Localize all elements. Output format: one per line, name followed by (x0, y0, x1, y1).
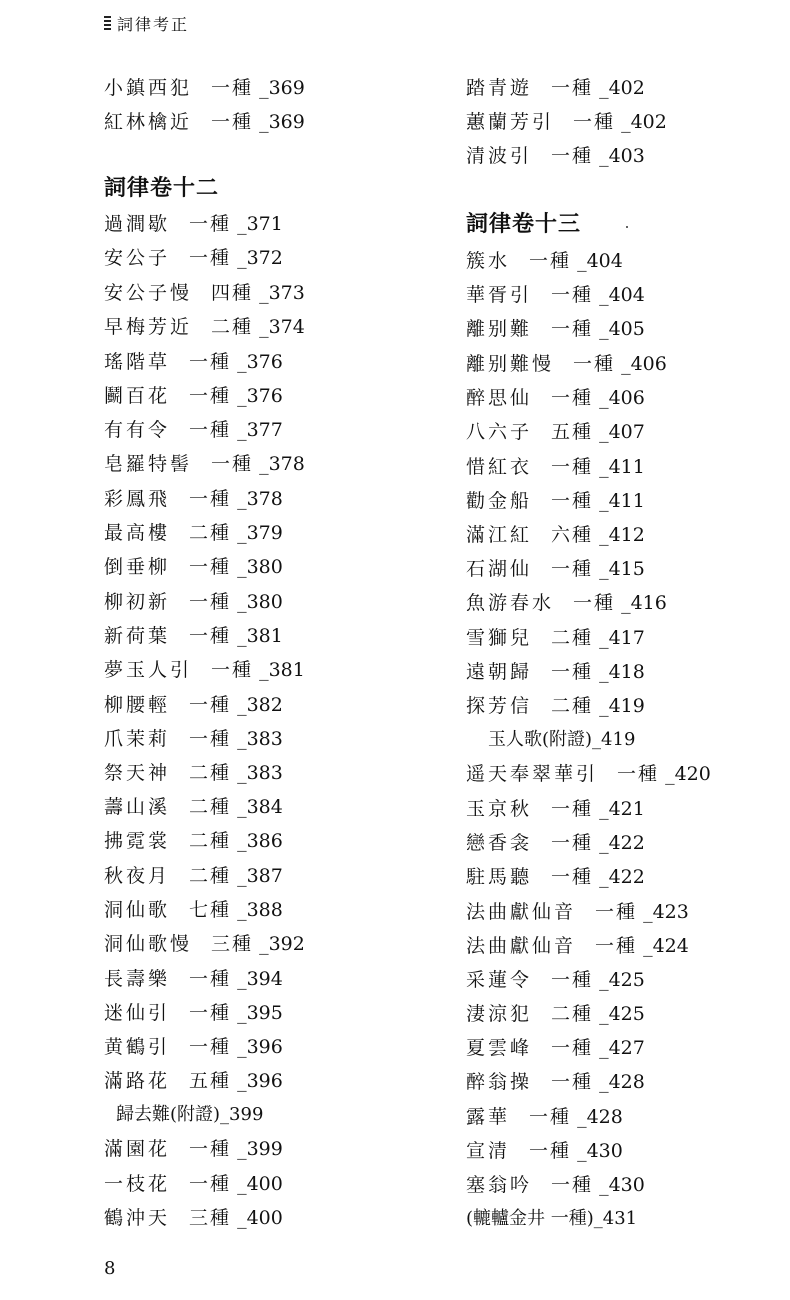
entry-page-number: _400 (237, 1173, 283, 1195)
entry-title: 安公子 (104, 247, 171, 269)
entry-title: 魚游春水 (466, 592, 555, 614)
entry-variant-count: 二種 (189, 830, 232, 852)
entry-variant-count: 一種 (529, 250, 572, 272)
toc-entry (466, 283, 645, 307)
toc-entry (104, 761, 283, 785)
entry-title: 蕙蘭芳引 (466, 111, 555, 133)
entry-page-number: _416 (621, 592, 667, 614)
entry-title: 一枝花 (104, 1173, 171, 1195)
entry-variant-count: 一種 (211, 453, 254, 475)
entry-page-number: _395 (237, 1002, 283, 1024)
toc-entry (104, 281, 305, 305)
entry-title: 薵山溪 (104, 796, 171, 818)
entry-title: 最高樓 (104, 522, 171, 544)
toc-entry (104, 1137, 283, 1161)
entry-page-number: _402 (599, 77, 645, 99)
toc-entry (104, 1069, 283, 1093)
toc-entry (466, 557, 645, 581)
entry-title: 迷仙引 (104, 1002, 171, 1024)
entry-title: 戀香衾 (466, 832, 533, 854)
entry-page-number: _380 (237, 591, 283, 613)
toc-entry (466, 660, 645, 684)
entry-page-number: _369 (259, 111, 305, 133)
entry-variant-count: 二種 (551, 627, 594, 649)
toc-entry (104, 658, 305, 682)
toc-entry (466, 249, 623, 273)
toc-entry (104, 829, 283, 853)
entry-variant-count: 一種 (189, 556, 232, 578)
toc-entry (466, 797, 645, 821)
entry-page-number: _404 (599, 284, 645, 306)
entry-page-number: _373 (259, 282, 305, 304)
entry-title: 鶴沖天 (104, 1207, 171, 1229)
entry-title: 淒涼犯 (466, 1003, 533, 1025)
entry-variant-count: 三種 (189, 1207, 232, 1229)
toc-entry (466, 110, 667, 134)
entry-page-number: _420 (665, 763, 711, 785)
entry-title: 倒垂柳 (104, 556, 171, 578)
toc-note-entry: 歸去難(附證)_399 (116, 1104, 264, 1125)
entry-title: 過澗歇 (104, 213, 171, 235)
entry-variant-count: 一種 (617, 763, 660, 785)
toc-entry (104, 555, 283, 579)
entry-title: 彩鳳飛 (104, 488, 171, 510)
entry-title: 皂羅特髻 (104, 453, 193, 475)
toc-entry (104, 212, 283, 236)
entry-variant-count: 七種 (189, 899, 232, 921)
entry-page-number: _403 (599, 145, 645, 167)
entry-page-number: _376 (237, 385, 283, 407)
entry-variant-count: 一種 (551, 145, 594, 167)
entry-page-number: _376 (237, 351, 283, 373)
entry-title: 夢玉人引 (104, 659, 193, 681)
entry-title: 醉思仙 (466, 387, 533, 409)
entry-variant-count: 二種 (189, 865, 232, 887)
toc-entry (466, 626, 645, 650)
entry-title: 玉京秋 (466, 798, 533, 820)
entry-title: 柳初新 (104, 591, 171, 613)
entry-title: 華胥引 (466, 284, 533, 306)
entry-title: 法曲獻仙音 (466, 935, 577, 957)
entry-page-number: _404 (577, 250, 623, 272)
entry-page-number: _378 (259, 453, 305, 475)
entry-page-number: _418 (599, 661, 645, 683)
entry-title: 滿江紅 (466, 524, 533, 546)
entry-title: 夏雲峰 (466, 1037, 533, 1059)
left-column (104, 0, 444, 1240)
entry-page-number: _399 (237, 1138, 283, 1160)
entry-title: 遥天奉翠華引 (466, 763, 599, 785)
entry-title: 離别難慢 (466, 353, 555, 375)
toc-entry (466, 1105, 623, 1129)
entry-page-number: _382 (237, 694, 283, 716)
entry-variant-count: 一種 (551, 969, 594, 991)
toc-entry (104, 967, 283, 991)
entry-variant-count: 一種 (189, 1173, 232, 1195)
entry-variant-count: 一種 (189, 1036, 232, 1058)
entry-title: 清波引 (466, 145, 533, 167)
entry-page-number: _394 (237, 968, 283, 990)
entry-page-number: _406 (599, 387, 645, 409)
toc-entry (104, 1035, 283, 1059)
entry-variant-count: 三種 (211, 933, 254, 955)
toc-entry (104, 727, 283, 751)
entry-variant-count: 二種 (551, 695, 594, 717)
toc-entry (104, 452, 305, 476)
entry-variant-count: 二種 (189, 762, 232, 784)
toc-entry (466, 831, 645, 855)
entry-title: 石湖仙 (466, 558, 533, 580)
entry-variant-count: 二種 (189, 522, 232, 544)
entry-page-number: _379 (237, 522, 283, 544)
toc-entry (104, 693, 283, 717)
toc-entry (104, 932, 305, 956)
entry-page-number: _386 (237, 830, 283, 852)
toc-entry (466, 489, 645, 513)
entry-page-number: _381 (259, 659, 305, 681)
entry-page-number: _396 (237, 1036, 283, 1058)
entry-page-number: _428 (577, 1106, 623, 1128)
entry-variant-count: 一種 (189, 1002, 232, 1024)
entry-page-number: _422 (599, 832, 645, 854)
entry-title: 新荷葉 (104, 625, 171, 647)
entry-page-number: _388 (237, 899, 283, 921)
entry-variant-count: 一種 (211, 659, 254, 681)
entry-title: 瑤階草 (104, 351, 171, 373)
entry-variant-count: 一種 (189, 625, 232, 647)
entry-page-number: _396 (237, 1070, 283, 1092)
entry-variant-count: 一種 (211, 77, 254, 99)
entry-title: 八六子 (466, 421, 533, 443)
entry-page-number: _419 (599, 695, 645, 717)
entry-variant-count: 五種 (189, 1070, 232, 1092)
entry-variant-count: 一種 (551, 558, 594, 580)
entry-variant-count: 一種 (189, 247, 232, 269)
entry-variant-count: 一種 (551, 866, 594, 888)
entry-page-number: _422 (599, 866, 645, 888)
entry-variant-count: 一種 (529, 1140, 572, 1162)
entry-variant-count: 一種 (573, 353, 616, 375)
toc-entry (466, 144, 645, 168)
toc-entry (466, 76, 645, 100)
entry-title: 秋夜月 (104, 865, 171, 887)
entry-title: 小鎮西犯 (104, 77, 193, 99)
toc-entry (466, 1002, 645, 1026)
entry-page-number: _381 (237, 625, 283, 647)
entry-title: 駐馬聽 (466, 866, 533, 888)
entry-variant-count: 一種 (551, 456, 594, 478)
entry-variant-count: 一種 (189, 728, 232, 750)
toc-entry (104, 487, 283, 511)
entry-title: 鬬百花 (104, 385, 171, 407)
toc-entry (104, 1001, 283, 1025)
entry-page-number: _384 (237, 796, 283, 818)
entry-page-number: _430 (577, 1140, 623, 1162)
entry-page-number: _430 (599, 1174, 645, 1196)
entry-variant-count: 一種 (551, 490, 594, 512)
entry-page-number: _407 (599, 421, 645, 443)
entry-variant-count: 一種 (189, 488, 232, 510)
stray-dot-mark (626, 226, 628, 228)
entry-variant-count: 二種 (551, 1003, 594, 1025)
entry-page-number: _427 (599, 1037, 645, 1059)
toc-entry (104, 384, 283, 408)
entry-title: 柳腰輕 (104, 694, 171, 716)
toc-entry (466, 352, 667, 376)
entry-title: 簇水 (466, 250, 511, 272)
entry-variant-count: 一種 (189, 419, 232, 441)
entry-title: 拂霓裳 (104, 830, 171, 852)
toc-entry (466, 591, 667, 615)
entry-title: 安公子慢 (104, 282, 193, 304)
entry-title: 遠朝歸 (466, 661, 533, 683)
entry-variant-count: 一種 (551, 1071, 594, 1093)
entry-title: 塞翁吟 (466, 1174, 533, 1196)
toc-entry (466, 386, 645, 410)
volume-heading: 詞律卷十三 (466, 211, 582, 237)
entry-title: 離别難 (466, 318, 533, 340)
toc-entry (466, 968, 645, 992)
entry-variant-count: 一種 (211, 111, 254, 133)
toc-entry (104, 1206, 283, 1230)
entry-page-number: _402 (621, 111, 667, 133)
entry-variant-count: 一種 (189, 213, 232, 235)
entry-page-number: _406 (621, 353, 667, 375)
entry-variant-count: 二種 (211, 316, 254, 338)
toc-entry (104, 864, 283, 888)
entry-page-number: _371 (237, 213, 283, 235)
entry-variant-count: 一種 (595, 935, 638, 957)
entry-page-number: _423 (643, 901, 689, 923)
entry-title: 洞仙歌 (104, 899, 171, 921)
entry-page-number: _378 (237, 488, 283, 510)
entry-variant-count: 五種 (551, 421, 594, 443)
entry-title: 滿園花 (104, 1138, 171, 1160)
entry-page-number: _372 (237, 247, 283, 269)
toc-entry (466, 865, 645, 889)
toc-entry (466, 455, 645, 479)
entry-page-number: _417 (599, 627, 645, 649)
entry-title: 踏青遊 (466, 77, 533, 99)
toc-note-entry: (轆轤金井 一種)_431 (466, 1208, 638, 1229)
toc-entry (104, 898, 283, 922)
toc-entry (104, 246, 283, 270)
entry-page-number: _387 (237, 865, 283, 887)
running-header-title: 詞律考正 (117, 15, 190, 34)
toc-entry (466, 900, 689, 924)
entry-title: 法曲獻仙音 (466, 901, 577, 923)
entry-title: 露華 (466, 1106, 511, 1128)
toc-entry (104, 315, 305, 339)
entry-variant-count: 一種 (551, 1174, 594, 1196)
volume-heading: 詞律卷十二 (104, 175, 220, 201)
entry-page-number: _369 (259, 77, 305, 99)
entry-variant-count: 一種 (573, 111, 616, 133)
entry-page-number: _424 (643, 935, 689, 957)
entry-title: 惜紅衣 (466, 456, 533, 478)
entry-page-number: _411 (599, 456, 645, 478)
entry-title: 探芳信 (466, 695, 533, 717)
entry-page-number: _428 (599, 1071, 645, 1093)
entry-title: 長壽樂 (104, 968, 171, 990)
entry-page-number: _412 (599, 524, 645, 546)
entry-variant-count: 一種 (551, 284, 594, 306)
entry-title: 有有令 (104, 419, 171, 441)
entry-variant-count: 一種 (189, 968, 232, 990)
entry-page-number: _383 (237, 762, 283, 784)
entry-variant-count: 一種 (551, 318, 594, 340)
entry-title: 采蓮令 (466, 969, 533, 991)
entry-page-number: _383 (237, 728, 283, 750)
entry-variant-count: 六種 (551, 524, 594, 546)
entry-variant-count: 一種 (551, 77, 594, 99)
entry-page-number: _421 (599, 798, 645, 820)
toc-entry (466, 523, 645, 547)
entry-variant-count: 四種 (211, 282, 254, 304)
entry-variant-count: 一種 (551, 832, 594, 854)
entry-title: 滿路花 (104, 1070, 171, 1092)
entry-page-number: _374 (259, 316, 305, 338)
entry-page-number: _405 (599, 318, 645, 340)
entry-variant-count: 一種 (551, 798, 594, 820)
toc-entry (466, 762, 711, 786)
toc-entry (104, 110, 305, 134)
toc-entry (104, 418, 283, 442)
entry-variant-count: 一種 (189, 591, 232, 613)
toc-entry (104, 350, 283, 374)
entry-variant-count: 一種 (189, 385, 232, 407)
entry-title: 爪茉莉 (104, 728, 171, 750)
entry-variant-count: 一種 (551, 1037, 594, 1059)
entry-variant-count: 二種 (189, 796, 232, 818)
toc-entry (466, 934, 689, 958)
toc-entry (466, 694, 645, 718)
entry-title: 勸金船 (466, 490, 533, 512)
entry-title: 宣清 (466, 1140, 511, 1162)
entry-page-number: _377 (237, 419, 283, 441)
entry-page-number: _392 (259, 933, 305, 955)
entry-variant-count: 一種 (189, 1138, 232, 1160)
entry-title: 紅林檎近 (104, 111, 193, 133)
toc-entry (104, 521, 283, 545)
toc-entry (104, 795, 283, 819)
entry-variant-count: 一種 (529, 1106, 572, 1128)
toc-entry (466, 1173, 645, 1197)
right-column (466, 0, 790, 1240)
entry-page-number: _425 (599, 969, 645, 991)
toc-entry (466, 1070, 645, 1094)
toc-note-entry: 玉人歌(附證)_419 (488, 729, 636, 750)
toc-entry (104, 590, 283, 614)
toc-entry (466, 420, 645, 444)
toc-entry (104, 1172, 283, 1196)
entry-page-number: _411 (599, 490, 645, 512)
entry-title: 黄鶴引 (104, 1036, 171, 1058)
entry-title: 祭天神 (104, 762, 171, 784)
entry-page-number: _415 (599, 558, 645, 580)
entry-title: 雪獅兒 (466, 627, 533, 649)
entry-variant-count: 一種 (551, 387, 594, 409)
entry-title: 醉翁操 (466, 1071, 533, 1093)
entry-page-number: _400 (237, 1207, 283, 1229)
entry-page-number: _380 (237, 556, 283, 578)
toc-entry (466, 317, 645, 341)
entry-variant-count: 一種 (551, 661, 594, 683)
entry-title: 洞仙歌慢 (104, 933, 193, 955)
entry-variant-count: 一種 (573, 592, 616, 614)
toc-entry (466, 1036, 645, 1060)
entry-variant-count: 一種 (189, 351, 232, 373)
page-number: 8 (104, 1258, 116, 1279)
entry-title: 早梅芳近 (104, 316, 193, 338)
toc-entry (466, 1139, 623, 1163)
entry-variant-count: 一種 (189, 694, 232, 716)
toc-entry (104, 624, 283, 648)
entry-variant-count: 一種 (595, 901, 638, 923)
toc-entry (104, 76, 305, 100)
entry-page-number: _425 (599, 1003, 645, 1025)
